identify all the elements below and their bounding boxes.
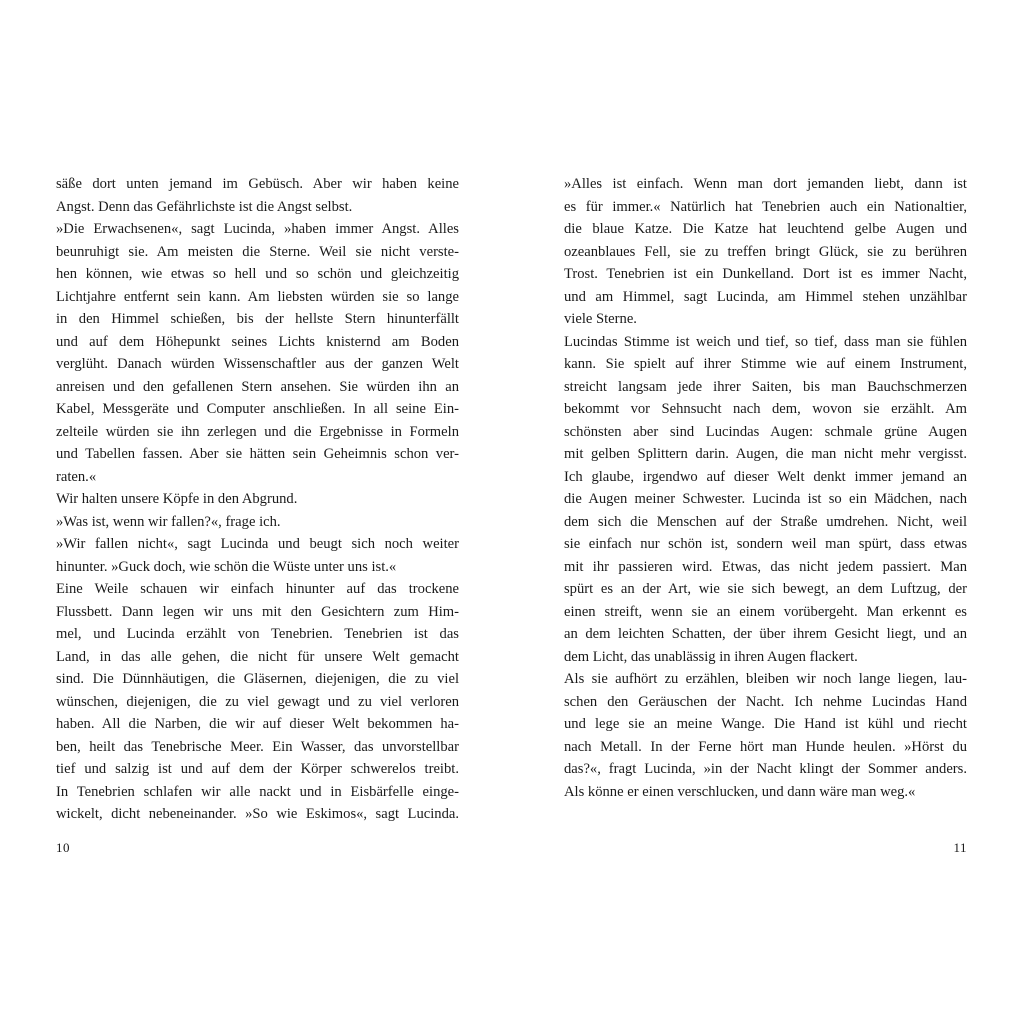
text-line: schen den Geräuschen der Nacht. Ich nehme Lucindas Hand <box>564 693 967 710</box>
text-line: Als könne er einen verschlucken, und dann wäre man weg.« <box>564 783 916 800</box>
right-page <box>512 0 1024 1024</box>
text-line: ben, heilt das Tenebrische Meer. Ein Wasser, das unvorstellbar <box>56 738 459 755</box>
text-line: Flussbett. Dann legen wir uns mit den Gesichtern zum Him- <box>56 603 459 620</box>
text-line: Eine Weile schauen wir einfach hinunter auf das trockene <box>56 581 459 597</box>
text-line: das?«, fragt Lucinda, »in der Nacht klingt der Sommer anders. <box>564 761 967 777</box>
text-line: an dem leichten Schatten, der über ihrem Gesicht liegt, und an <box>564 626 967 642</box>
text-line: zelteile würden sie ihn zerlegen und die Ergebnisse in Formeln <box>56 423 459 440</box>
text-line: mit gelben Splittern darin. Augen, die man nicht mehr vergisst. <box>564 446 967 462</box>
text-line: nach Metall. In der Ferne hört man Hunde heulen. »Hörst du <box>564 738 967 755</box>
text-line: und am Himmel, sagt Lucinda, am Himmel stehen unzählbar <box>564 288 967 305</box>
text-line: »Alles ist einfach. Wenn man dort jemanden liebt, dann ist <box>564 176 967 192</box>
text-line: »Die Erwachsenen«, sagt Lucinda, »haben immer Angst. Alles <box>56 221 459 237</box>
text-line: Angst. Denn das Gefährlichste ist die Angst selbst. <box>56 198 353 215</box>
text-line: die Augen meiner Schwester. Lucinda ist so ein Mädchen, nach <box>564 491 967 507</box>
text-line: wünschen, diejenigen, die zu viel gewagt und zu viel verloren <box>56 693 459 710</box>
text-line: dem sich die Menschen auf der Straße umdrehen. Nicht, weil <box>564 513 967 530</box>
text-line: bekommt vor Sehnsucht nach dem, wovon sie erzählt. Am <box>564 401 967 417</box>
text-line: viele Sterne. <box>564 311 637 327</box>
text-line: mel, und Lucinda erzählt von Tenebrien. Tenebrien ist das <box>56 626 459 642</box>
text-line: die blaue Katze. Die Katze hat leuchtend gelbe Augen und <box>564 221 967 237</box>
text-line: ozeanblaues Fell, sie zu treffen bringt Glück, sie zu berühren <box>564 243 967 260</box>
text-line: sie einfach nur schön ist, sondern weil man spürt, dass etwas <box>564 536 967 552</box>
text-line: tief und salzig ist und auf dem der Körper schwerelos treibt. <box>56 761 459 777</box>
text-line: Als sie aufhört zu erzählen, bleiben wir noch lange liegen, lau- <box>564 671 967 687</box>
text-line: Land, in das alle gehen, die nicht für unsere Welt gemacht <box>56 648 459 665</box>
text-line: anreisen und den gefallenen Stern ansehen. Sie würden ihn an <box>56 378 459 395</box>
text-line: Lucindas Stimme ist weich und tief, so tief, dass man sie fühlen <box>564 333 967 350</box>
right-page-text <box>564 173 967 803</box>
text-line: und Tabellen fassen. Aber sie hätten sein Geheimnis schon ver- <box>56 446 459 462</box>
text-line: schönsten aber sind Lucindas Augen: schmale grüne Augen <box>564 423 967 440</box>
text-line: »Was ist, wenn wir fallen?«, frage ich. <box>56 513 281 530</box>
text-line: wickelt, dicht nebeneinander. »So wie Eskimos«, sagt Lucinda. <box>56 806 459 822</box>
text-line: raten.« <box>56 468 97 485</box>
text-line: Wir halten unsere Köpfe in den Abgrund. <box>56 491 298 507</box>
text-line: kann. Sie spielt auf ihrer Stimme wie auf einem Instrument, <box>564 356 967 372</box>
text-line: Kabel, Messgeräte und Computer anschließen. In all seine Ein- <box>56 401 459 417</box>
text-line: und auf dem Höhepunkt seines Lichts knisternd am Boden <box>56 333 459 350</box>
left-page-number: 10 <box>56 840 70 855</box>
text-line: dem Licht, das unablässig in ihren Augen flackert. <box>564 648 858 665</box>
text-line: hen können, wie etwas so hell und so schön und gleichzeitig <box>56 266 459 282</box>
text-line: beunruhigt sie. Am meisten die Sterne. Weil sie nicht verste- <box>56 243 459 260</box>
text-line: »Wir fallen nicht«, sagt Lucinda und beugt sich noch weiter <box>56 536 459 552</box>
text-line: verglüht. Danach würden Wissenschaftler aus der ganzen Welt <box>56 356 459 372</box>
text-line: In Tenebrien schlafen wir alle nackt und in Eisbärfelle einge- <box>56 783 459 800</box>
text-line: hinunter. »Guck doch, wie schön die Wüste unter uns ist.« <box>56 558 397 575</box>
text-line: und lege sie an meine Wange. Die Hand ist kühl und riecht <box>564 716 967 732</box>
text-line: einen streift, wenn sie an einem vorübergeht. Man erkennt es <box>564 603 967 620</box>
text-line: mit ihr passieren wird. Etwas, das nicht jedem passiert. Man <box>564 558 967 575</box>
text-line: spürt es an der Art, wie sie sich bewegt, an dem Luftzug, der <box>564 581 967 597</box>
text-line: es für immer.« Natürlich hat Tenebrien auch ein Nationaltier, <box>564 198 967 215</box>
text-line: in den Himmel schießen, bis der hellste Stern hinunterfällt <box>56 311 459 327</box>
text-line: streicht langsam jede ihrer Saiten, bis man Bauchschmerzen <box>564 378 967 395</box>
right-page-number: 11 <box>953 840 967 855</box>
text-line: haben. All die Narben, die wir auf dieser Welt bekommen ha- <box>56 716 459 732</box>
left-page-text <box>56 173 459 826</box>
text-line: Trost. Tenebrien ist ein Dunkelland. Dort ist es immer Nacht, <box>564 266 967 282</box>
text-line: sind. Die Dünnhäutigen, die Gläsernen, diejenigen, die zu viel <box>56 671 459 687</box>
text-line: säße dort unten jemand im Gebüsch. Aber wir haben keine <box>56 176 459 192</box>
text-line: Ich glaube, irgendwo auf dieser Welt denkt immer jemand an <box>564 468 967 485</box>
text-line: Lichtjahre entfernt sein kann. Am liebsten würden sie so lange <box>56 288 459 305</box>
